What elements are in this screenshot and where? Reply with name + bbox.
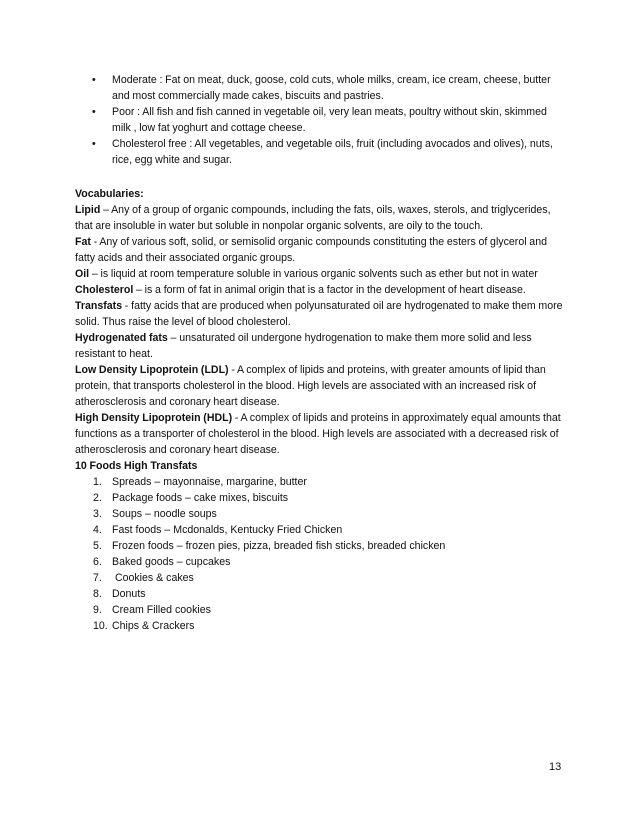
vocab-definition: – unsaturated oil undergone hydrogenation to make them more solid and less resistant to heat. [75,332,532,360]
list-item-text: Moderate : Fat on meat, duck, goose, cold cuts, whole milks, cream, ice cream, cheese, butter and most commercially made cakes, biscuits and pastries. [112,74,551,102]
vocab-term: Fat [75,236,91,248]
list-number: 2. [93,492,102,504]
list-item [75,586,565,602]
vocab-entry-oil [75,266,565,282]
vocab-definition: – Any of a group of organic compounds, including the fats, oils, waxes, sterols, and triglycerides, that are insoluble in water but soluble in nonpolar organic solvents, are oily to the touch. [75,204,551,232]
bullet-marker: • [92,106,96,118]
vocab-term: High Density Lipoprotein (HDL) [75,412,233,424]
list-item-text: Spreads – mayonnaise, margarine, butter [112,476,307,488]
list-item-text: Frozen foods – frozen pies, pizza, breaded fish sticks, breaded chicken [112,540,446,552]
list-item [75,522,565,538]
bullet-marker: • [92,74,96,86]
list-number: 10. [93,620,108,632]
list-item-text: Poor : All fish and fish canned in vegetable oil, very lean meats, poultry without skin, skimmed milk , low fat yoghurt and cottage cheese. [112,106,547,134]
fat-category-list [84,72,564,168]
list-number: 4. [93,524,102,536]
vocab-term: Oil [75,268,90,280]
list-item [75,538,565,554]
vocab-term: Hydrogenated fats [75,332,168,344]
vocab-definition: - Any of various soft, solid, or semisolid organic compounds constituting the esters of glycerol and fatty acids and their associated organic groups. [75,236,547,264]
list-item [84,72,564,104]
list-number: 1. [93,476,102,488]
list-number: 3. [93,508,102,520]
vocab-definition: - fatty acids that are produced when polyunsaturated oil are hydrogenated to make them more solid. Thus raise the level of blood cholesterol. [75,300,563,328]
list-item-text: Chips & Crackers [112,620,195,632]
vocab-term: Transfats [75,300,123,312]
vocab-entry-ldl [75,362,565,410]
vocab-entry-transfats [75,298,565,330]
list-item-text: Donuts [112,588,146,600]
list-item-text: Package foods – cake mixes, biscuits [112,492,289,504]
page-number: 13 [549,761,562,773]
vocab-entry-fat [75,234,565,266]
vocabulary-heading: Vocabularies: [75,188,144,200]
list-item-text: Cholesterol free : All vegetables, and vegetable oils, fruit (including avocados and olives), nuts, rice, egg white and sugar. [112,138,553,166]
list-item [84,104,564,136]
list-item-text: Cream Filled cookies [112,604,211,616]
list-number: 9. [93,604,102,616]
vocab-definition: - A complex of lipids and proteins in approximately equal amounts that functions as a transporter of cholesterol in the blood. High levels are associated with a decreased risk of atherosclerosis and coronary heart disease. [75,412,561,456]
vocab-entry-hdl [75,410,565,458]
vocab-term: Low Density Lipoprotein (LDL) [75,364,229,376]
list-number: 7. [93,572,102,584]
list-item [75,506,565,522]
vocab-definition: – is liquid at room temperature soluble in various organic solvents such as ether but not in water [89,268,538,280]
bullet-marker: • [92,138,96,150]
list-number: 6. [93,556,102,568]
vocab-definition: – is a form of fat in animal origin that is a factor in the development of heart disease. [133,284,526,296]
vocab-entry-lipid [75,202,565,234]
list-item [75,602,565,618]
list-item [75,474,565,490]
list-item-text: Baked goods – cupcakes [112,556,231,568]
list-item [75,570,565,586]
vocab-term: Lipid [75,204,101,216]
vocab-term: Cholesterol [75,284,134,296]
list-item-text: Cookies & cakes [112,572,194,584]
vocab-entry-cholesterol [75,282,565,298]
list-item-text: Soups – noodle soups [112,508,217,520]
list-item [75,490,565,506]
vocab-definition: - A complex of lipids and proteins, with greater amounts of lipid than protein, that transports cholesterol in the blood. High levels are associated with an increased risk of atherosclerosis and coronary heart disease. [75,364,546,408]
list-item [84,136,564,168]
list-item-text: Fast foods – Mcdonalds, Kentucky Fried Chicken [112,524,343,536]
transfats-food-list [75,474,565,634]
list-item [75,554,565,570]
list-item [75,618,565,634]
vocabulary-section [75,186,565,634]
transfats-heading: 10 Foods High Transfats [75,460,198,472]
list-number: 8. [93,588,102,600]
vocab-entry-hydrogenated-fats [75,330,565,362]
list-number: 5. [93,540,102,552]
